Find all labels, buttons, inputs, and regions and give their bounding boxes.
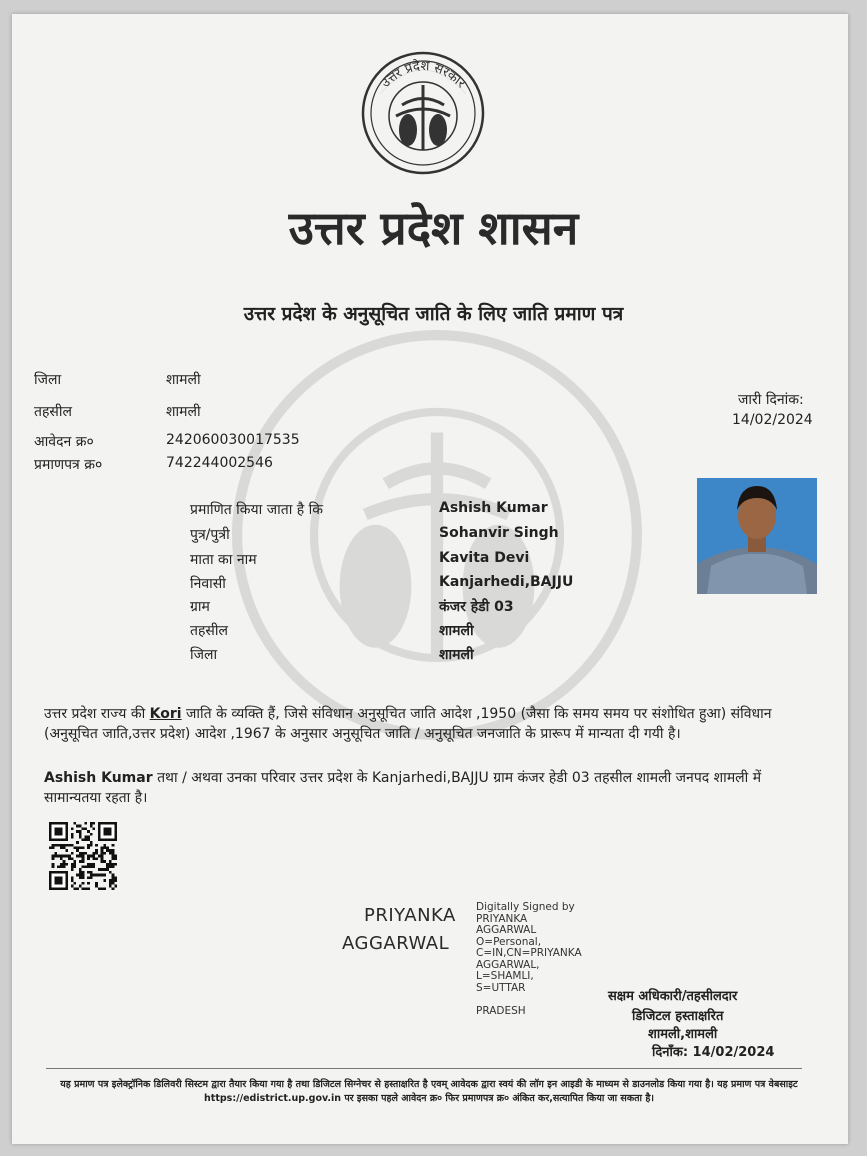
detail-value: Ashish Kumar bbox=[439, 500, 548, 516]
certificate-subtitle: उत्तर प्रदेश के अनुसूचित जाति के लिए जाति प्रमाण पत्र bbox=[243, 303, 624, 325]
qr-code-icon bbox=[48, 822, 118, 890]
signature-detail-line: O=Personal, bbox=[476, 935, 542, 948]
authority-digital-signed: डिजिटल हस्ताक्षरित bbox=[632, 1009, 724, 1024]
holder-name: Ashish Kumar bbox=[44, 770, 153, 786]
authority-designation: सक्षम अधिकारी/तहसीलदार bbox=[608, 989, 738, 1004]
district-label: जिला bbox=[34, 372, 62, 388]
caste-name: Kori bbox=[149, 706, 182, 722]
applicant-photo bbox=[697, 478, 817, 594]
application-number-label: आवेदन क्र० bbox=[34, 434, 94, 450]
residence-statement-text: तथा / अथवा उनका परिवार उत्तर प्रदेश के Kanjarhedi,BAJJU ग्राम कंजर हेडी 03 तहसील शामली जनपद शामली में सामान्यतया रहता है। bbox=[44, 770, 762, 806]
detail-value: Kanjarhedi,BAJJU bbox=[439, 574, 574, 590]
government-title: उत्तर प्रदेश शासन bbox=[288, 201, 579, 255]
caste-statement-text-b: जाति के व्यक्ति हैं, जिसे संविधान अनुसूचित जाति आदेश ,1950 (जैसा कि समय समय पर संशोधित हुआ) संविधान (अनुसूचित जाति,उत्तर प्रदेश) आदेश ,1967 के अनुसार अनुसूचित जाति / अनुसूचित जनजाति के प्रारूप में मान्यता दी गयी है। bbox=[44, 706, 772, 742]
signature-detail-line: AGGARWAL, bbox=[476, 958, 540, 971]
certificate-number-value: 742244002546 bbox=[166, 455, 273, 471]
signature-detail-line bbox=[476, 994, 596, 1006]
tehsil-value: शामली bbox=[166, 404, 201, 420]
footer-note: यह प्रमाण पत्र इलेक्ट्रॉनिक डिलिवरी सिस्टम द्वारा तैयार किया गया है तथा डिजिटल सिग्नेचर से हस्ताक्षरित है एवम् आवेदक द्वारा स्वयं की लॉग इन आइडी के माध्यम से डाउनलोड किया गया है। यह प्रमाण पत्र वेबसाइट https://edistrict.up.gov.in पर इसका पहले आवेदन क्र० फिर प्रमाणपत्र क्र० अंकित कर,सत्यापित किया जा सकता है। bbox=[60, 1079, 798, 1104]
signature-detail-line: PRIYANKA bbox=[476, 912, 528, 925]
caste-statement-paragraph bbox=[44, 704, 814, 744]
watermark-emblem-icon bbox=[232, 330, 642, 740]
digital-signature-details bbox=[476, 902, 596, 1017]
caste-statement-text-a: उत्तर प्रदेश राज्य की bbox=[44, 706, 150, 722]
signature-detail-line: S=UTTAR bbox=[476, 981, 526, 994]
signature-detail-line: C=IN,CN=PRIYANKA bbox=[476, 947, 582, 959]
authority-date: दिनाँक: 14/02/2024 bbox=[652, 1045, 775, 1060]
signer-name-line2: AGGARWAL bbox=[342, 933, 450, 954]
emblem-text: उत्तर प्रदेश सरकार bbox=[378, 58, 469, 92]
issue-date-label: जारी दिनांक: bbox=[738, 392, 804, 408]
detail-label: तहसील bbox=[190, 623, 228, 639]
application-number-value: 242060030017535 bbox=[166, 432, 300, 448]
residence-statement-paragraph bbox=[44, 768, 814, 808]
detail-value: शामली bbox=[439, 647, 474, 663]
signer-name-line1: PRIYANKA bbox=[364, 905, 456, 926]
signature-detail-line: AGGARWAL bbox=[476, 924, 537, 936]
certificate-number-label: प्रमाणपत्र क्र० bbox=[34, 457, 103, 473]
detail-value: शामली bbox=[439, 623, 474, 639]
footer-divider bbox=[46, 1068, 802, 1069]
detail-label: जिला bbox=[190, 647, 218, 663]
applicant-portrait-icon bbox=[697, 478, 817, 594]
authority-location: शामली,शामली bbox=[648, 1027, 718, 1042]
detail-value: कंजर हेडी 03 bbox=[439, 599, 514, 615]
issue-date-value: 14/02/2024 bbox=[732, 412, 813, 428]
detail-label: पुत्र/पुत्री bbox=[190, 527, 230, 543]
signature-detail-line: PRADESH bbox=[476, 1004, 526, 1017]
signature-detail-line: Digitally Signed by bbox=[476, 901, 575, 913]
detail-label: ग्राम bbox=[190, 599, 210, 615]
detail-label: प्रमाणित किया जाता है कि bbox=[190, 502, 324, 518]
detail-value: Kavita Devi bbox=[439, 550, 530, 566]
signature-detail-line: L=SHAMLI, bbox=[476, 970, 534, 982]
tehsil-label: तहसील bbox=[34, 404, 72, 420]
up-government-emblem-icon bbox=[360, 50, 486, 176]
detail-value: Sohanvir Singh bbox=[439, 525, 559, 541]
detail-label: निवासी bbox=[190, 576, 226, 592]
detail-label: माता का नाम bbox=[190, 552, 257, 568]
district-value: शामली bbox=[166, 372, 201, 388]
